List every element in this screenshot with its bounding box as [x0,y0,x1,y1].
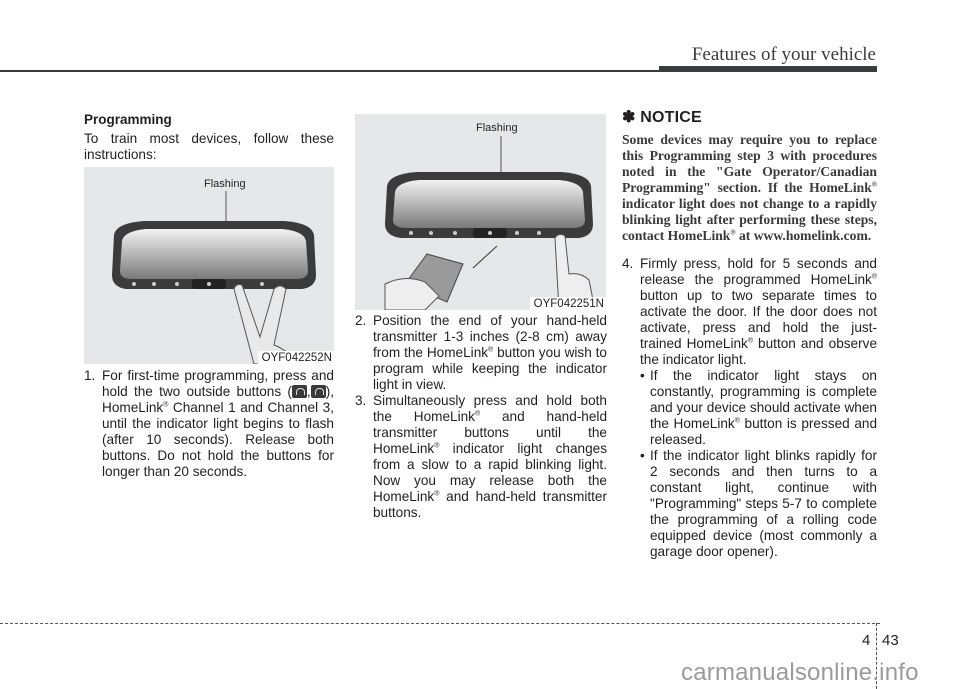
step-text: Firmly press, hold for 5 seconds and release the programmed HomeLink [640,256,877,287]
bullet-icon: • [640,448,645,463]
bullet-item [640,368,877,448]
figure-code: OYF042251N [530,297,606,310]
registered-mark: ® [434,490,440,498]
registered-mark: ® [434,442,440,450]
figure-code: OYF042252N [258,351,334,364]
step-number: 1. [84,368,96,383]
step-text: button and observe the indicator light. [640,336,877,367]
column-1 [84,112,334,163]
watermark: carmanualsonline.info [681,659,919,686]
step-text: Simultaneously press and hold both the HomeLink [373,393,607,424]
programming-heading: Programming [84,112,172,127]
bullet-text: If the indicator light blinks rapidly for 2 seconds and then turns to a constant light, continue with "Programming" steps 5-7 to complete the programming of a rolling code equipped device (most commonly a garage door opener). [650,448,877,559]
registered-mark: ® [871,273,877,281]
notice-icon: ✽ [622,109,636,126]
registered-mark: ® [871,180,877,189]
step-text: and hand-held transmitter buttons until the HomeLink [373,409,608,456]
bullet-text: button is pressed and released. [650,416,878,447]
section-number: 4 [862,632,871,649]
step-text: button you wish to program while keeping the indicator light in view. [373,345,607,392]
figure-mirror-two-fingers [84,167,334,364]
registered-mark: ® [163,401,169,409]
section-title: Features of your vehicle [691,44,876,65]
bullet-item [640,448,877,560]
header-rule [0,70,660,72]
notice-text: at www.homelink.com. [735,228,872,243]
step-2 [355,313,607,393]
step-number: 3. [355,393,367,408]
channel-1-button-icon [292,385,307,398]
step-text: and hand-held transmitter buttons. [373,489,607,520]
step-text: For first-time programming, press and hold the two outside buttons ( [102,368,334,399]
step-text: indicator light changes from a slow to a rapid blinking light. Now you may release both the HomeLink [373,441,607,504]
notice-text: Some devices may require you to replace this Programming step 3 with procedures noted in the "Gate Operator/Canadian Programming" section. If the HomeLink [622,132,877,195]
registered-mark: ® [488,346,494,354]
notice-body [622,132,877,244]
step-1 [84,368,334,480]
intro-text: To train most devices, follow these instructions: [84,131,334,162]
step-text: button up to two separate times to activate the door. If the door does not activate, press and hold the just-trained HomeLink [640,288,877,351]
step-number: 2. [355,313,367,328]
bullet-icon: • [640,368,645,383]
notice-heading [622,110,877,126]
registered-mark: ® [474,410,481,418]
registered-mark: ® [730,228,736,237]
step-text: Position the end of your hand-held transmitter 1-3 inches (2-8 cm) away from the HomeLink [373,313,607,360]
header-rule-accent [659,66,877,72]
column-3 [622,110,877,560]
channel-3-button-icon [311,385,326,398]
separator: , [306,384,311,399]
column-2 [355,313,607,521]
bullet-text: If the indicator light stays on constantly, programming is complete and your device should activate when the HomeLink [650,368,877,431]
registered-mark: ® [734,417,740,425]
step-4 [622,256,877,368]
step-3 [355,393,607,521]
notice-title: NOTICE [640,109,702,126]
mirror-illustration [84,167,334,364]
footer-rule [0,623,880,624]
step-text: ), HomeLink [102,384,334,415]
flashing-label: Flashing [204,178,246,190]
flashing-label: Flashing [476,122,518,134]
figure-mirror-transmitter [355,114,606,310]
registered-mark: ® [747,337,753,345]
page-number: 43 [882,632,899,649]
notice-text: indicator light does not change to a rapidly blinking light after performing these steps, contact HomeLink [622,196,877,243]
step-number: 4. [622,256,634,271]
step-text: Channel 1 and Channel 3, until the indicator light begins to flash (after 10 seconds). Release both buttons. Do not hold the buttons for longer than 20 seconds. [102,400,334,479]
mirror-transmitter-illustration [355,114,606,310]
